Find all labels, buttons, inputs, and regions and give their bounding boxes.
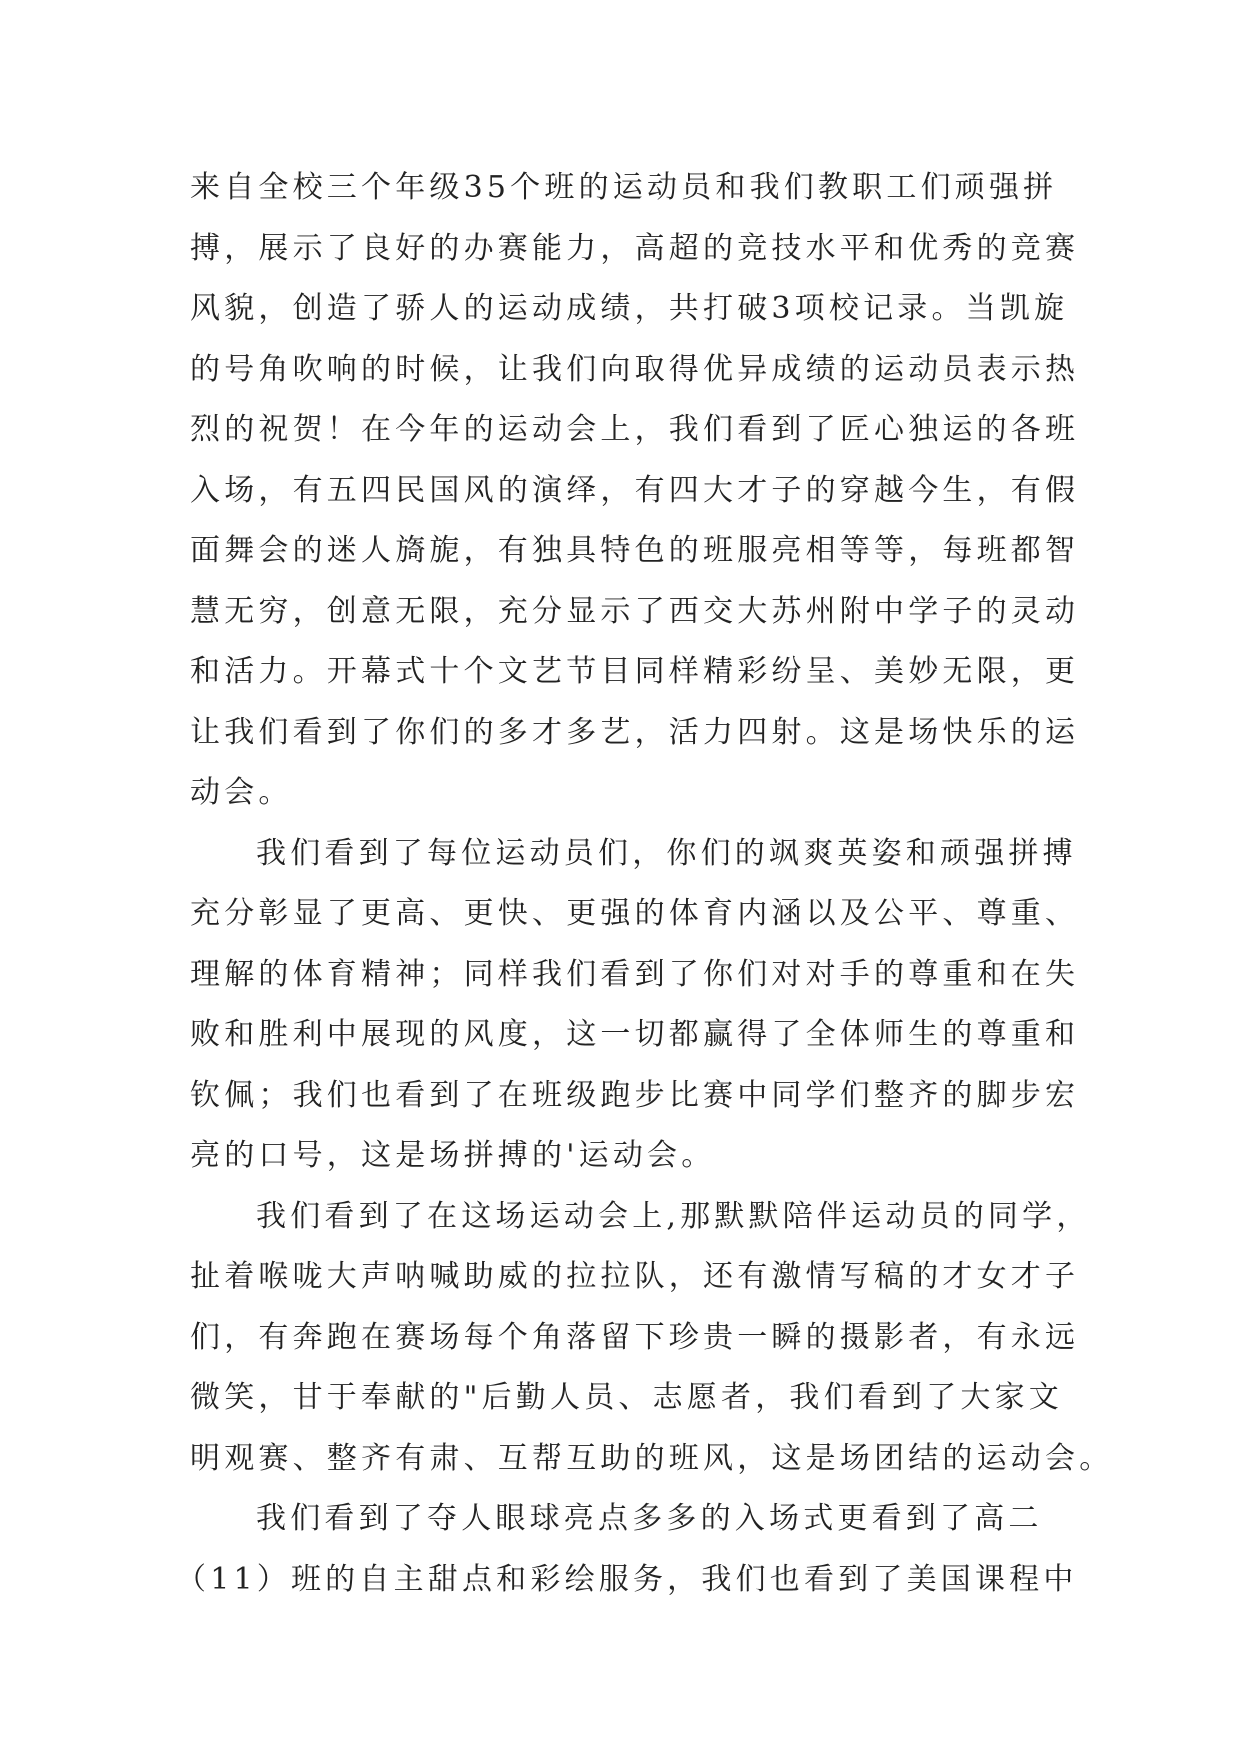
text-line: 理解的体育精神；同样我们看到了你们对对手的尊重和在失 bbox=[190, 956, 1080, 992]
text-line: 风貌，创造了骄人的运动成绩，共打破3项校记录。当凯旋 bbox=[190, 291, 1069, 326]
text-line: 面舞会的迷人旖旎，有独具特色的班服亮相等等，每班都智 bbox=[190, 533, 1080, 568]
text-line: 充分彰显了更高、更快、更强的体育内涵以及公平、尊重、 bbox=[190, 896, 1080, 931]
text-line: 的号角吹响的时候，让我们向取得优异成绩的运动员表示热 bbox=[190, 351, 1080, 387]
text-line: 微笑，甘于奉献的"后勤人员、志愿者，我们看到了大家文 bbox=[190, 1380, 1063, 1415]
text-line: 慧无穷，创意无限，充分显示了西交大苏州附中学子的灵动 bbox=[190, 593, 1080, 629]
text-line: 烈的祝贺！在今年的运动会上，我们看到了匠心独运的各班 bbox=[190, 412, 1080, 447]
text-line: 扯着喉咙大声呐喊助威的拉拉队，还有激情写稿的才女才子 bbox=[190, 1259, 1080, 1294]
text-line: 入场，有五四民国风的演绎，有四大才子的穿越今生，有假 bbox=[190, 472, 1080, 508]
text-line: 明观赛、整齐有肃、互帮互助的班风，这是场团结的运动会。 bbox=[190, 1440, 1114, 1476]
text-line: 亮的口号，这是场拼搏的'运动会。 bbox=[190, 1138, 716, 1173]
text-line: 们，有奔跑在赛场每个角落留下珍贵一瞬的摄影者，有永远 bbox=[190, 1319, 1080, 1355]
text-line: 败和胜利中展现的风度，这一切都赢得了全体师生的尊重和 bbox=[190, 1017, 1080, 1052]
paragraph-start-line: 我们看到了在这场运动会上,那默默陪伴运动员的同学， bbox=[256, 1198, 1091, 1234]
text-line: 和活力。开幕式十个文艺节目同样精彩纷呈、美妙无限，更 bbox=[190, 654, 1080, 689]
text-line: 来自全校三个年级35个班的运动员和我们教职工们顽强拼 bbox=[190, 170, 1058, 205]
paragraph-start-line: 我们看到了每位运动员们，你们的飒爽英姿和顽强拼搏 bbox=[256, 835, 1077, 871]
text-line: 搏，展示了良好的办赛能力，高超的竞技水平和优秀的竞赛 bbox=[190, 230, 1080, 266]
text-line: （11）班的自主甜点和彩绘服务，我们也看到了美国课程中 bbox=[176, 1561, 1078, 1597]
paragraph-start-line: 我们看到了夺人眼球亮点多多的入场式更看到了高二 bbox=[256, 1501, 1043, 1536]
text-line: 让我们看到了你们的多才多艺，活力四射。这是场快乐的运 bbox=[190, 714, 1080, 750]
body-text bbox=[176, 158, 1114, 1610]
text-line: 钦佩；我们也看到了在班级跑步比赛中同学们整齐的脚步宏 bbox=[190, 1077, 1080, 1113]
text-line: 动会。 bbox=[190, 775, 293, 810]
